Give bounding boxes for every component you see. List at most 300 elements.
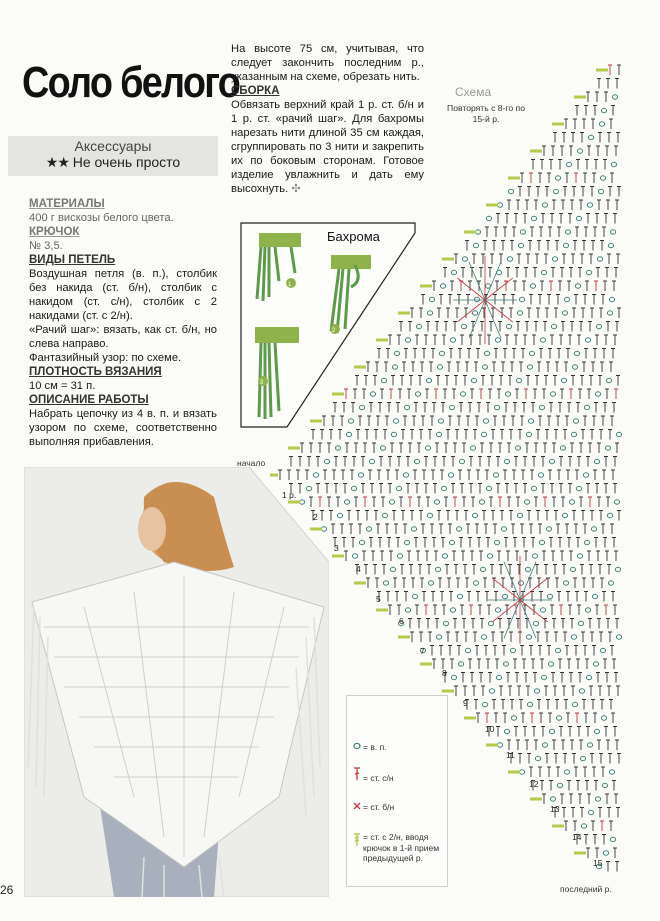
- dc-stitch: [516, 740, 520, 750]
- dc-stitch: [591, 700, 595, 710]
- dc-stitch: [615, 619, 619, 629]
- dc-stitch: [470, 673, 474, 683]
- dc-stitch: [344, 389, 348, 399]
- dc-stitch: [340, 524, 344, 534]
- dc-stitch: [499, 376, 503, 386]
- dc-stitch: [537, 700, 541, 710]
- chain-stitch: [313, 473, 318, 477]
- chain-stitch: [504, 459, 509, 463]
- dc-stitch: [528, 241, 532, 251]
- legend-dc: = ст. с/н: [363, 773, 394, 783]
- chain-stitch: [577, 554, 582, 558]
- dc-stitch: [554, 632, 558, 642]
- dc-stitch: [560, 794, 564, 804]
- chain-icon: [351, 740, 363, 752]
- dc-stitch: [584, 835, 588, 845]
- chain-stitch: [583, 473, 588, 477]
- dc-stitch: [487, 335, 491, 345]
- dc-stitch: [435, 443, 439, 453]
- chain-stitch: [426, 378, 431, 382]
- chain-stitch: [540, 608, 545, 612]
- chain-stitch: [461, 324, 466, 328]
- dc-stitch: [554, 430, 558, 440]
- assembly-heading: СБОРКА: [231, 85, 280, 97]
- dc-stitch: [580, 376, 584, 386]
- dc-stitch: [433, 457, 437, 467]
- dc-stitch: [582, 578, 586, 588]
- dc-stitch: [561, 619, 565, 629]
- dc-stitch: [503, 227, 507, 237]
- svg-text:1: 1: [288, 282, 292, 288]
- dc-stitch: [437, 308, 441, 318]
- dc-stitch: [378, 538, 382, 548]
- dc-stitch: [598, 808, 602, 818]
- dc-stitch: [595, 335, 599, 345]
- dc-stitch: [586, 214, 590, 224]
- dc-stitch: [406, 457, 410, 467]
- motif-ray: [520, 578, 548, 600]
- dc-stitch: [358, 416, 362, 426]
- dc-stitch: [426, 497, 430, 507]
- dc-stitch: [398, 389, 402, 399]
- dc-stitch: [397, 335, 401, 345]
- dc-stitch: [514, 214, 518, 224]
- chain-stitch: [448, 473, 453, 477]
- dc-stitch: [601, 767, 605, 777]
- dc-stitch: [520, 173, 524, 183]
- dc-stitch: [613, 484, 617, 494]
- dc-stitch: [333, 403, 337, 413]
- dc-stitch: [535, 565, 539, 575]
- chain-stitch: [484, 351, 489, 355]
- dc-stitch: [524, 268, 528, 278]
- dc-stitch: [602, 835, 606, 845]
- dc-stitch: [349, 524, 353, 534]
- dc-stitch: [558, 281, 562, 291]
- dc-stitch: [454, 686, 458, 696]
- dc-stitch: [520, 524, 524, 534]
- chain-stitch: [352, 554, 357, 558]
- chain-stitch: [526, 635, 531, 639]
- chain-stitch: [541, 675, 546, 679]
- dc-stitch: [463, 565, 467, 575]
- dc-stitch: [612, 281, 616, 291]
- dc-stitch: [534, 443, 538, 453]
- dc-stitch: [472, 565, 476, 575]
- dc-stitch: [589, 565, 593, 575]
- dc-stitch: [544, 686, 548, 696]
- dc-stitch: [445, 565, 449, 575]
- chain-stitch: [539, 405, 544, 409]
- dc-stitch: [444, 497, 448, 507]
- dc-stitch: [549, 281, 553, 291]
- dc-stitch: [358, 524, 362, 534]
- dc-stitch: [559, 214, 563, 224]
- dc-stitch: [610, 173, 614, 183]
- chain-stitch: [414, 459, 419, 463]
- dc-stitch: [421, 524, 425, 534]
- hook-text: № 3,5.: [29, 240, 63, 252]
- chain-stitch: [471, 378, 476, 382]
- dc-stitch: [587, 551, 591, 561]
- dc-stitch: [430, 416, 434, 426]
- dc-stitch: [496, 457, 500, 467]
- chain-stitch: [482, 702, 487, 706]
- dc-stitch: [586, 92, 590, 102]
- dc-stitch: [375, 362, 379, 372]
- dc-stitch: [352, 457, 356, 467]
- dc-stitch: [560, 551, 564, 561]
- dc-stitch: [492, 362, 496, 372]
- chain-stitch: [584, 540, 589, 544]
- dc-stitch: [537, 362, 541, 372]
- dc-stitch: [617, 187, 621, 197]
- dc-stitch: [580, 808, 584, 818]
- chain-stitch: [586, 270, 591, 274]
- dc-stitch: [527, 187, 531, 197]
- chain-stitch: [601, 716, 606, 720]
- dc-stitch: [433, 605, 437, 615]
- dc-stitch: [602, 349, 606, 359]
- dc-stitch: [418, 376, 422, 386]
- chain-stitch: [412, 594, 417, 598]
- dc-stitch: [334, 484, 338, 494]
- difficulty-stars: ★★: [45, 154, 69, 170]
- dc-stitch: [577, 457, 581, 467]
- dc-stitch: [482, 511, 486, 521]
- dc-stitch: [483, 241, 487, 251]
- dc-stitch: [586, 457, 590, 467]
- chain-stitch: [564, 770, 569, 774]
- dc-stitch: [589, 686, 593, 696]
- chain-stitch: [473, 243, 478, 247]
- dc-stitch: [478, 605, 482, 615]
- dc-stitch: [588, 497, 592, 507]
- dc-stitch: [606, 497, 610, 507]
- dc-stitch: [614, 673, 618, 683]
- dc-stitch: [538, 524, 542, 534]
- dc-stitch: [514, 727, 518, 737]
- dc-stitch: [377, 349, 381, 359]
- dc-stitch: [608, 632, 612, 642]
- dc-stitch: [559, 727, 563, 737]
- chain-stitch: [392, 365, 397, 369]
- dc-stitch: [541, 214, 545, 224]
- dc-stitch: [605, 389, 609, 399]
- dc-stitch: [466, 524, 470, 534]
- dc-stitch: [448, 524, 452, 534]
- dc-stitch: [594, 281, 598, 291]
- dc-stitch: [529, 173, 533, 183]
- dc-stitch: [613, 605, 617, 615]
- dc-stitch: [506, 551, 510, 561]
- dc-stitch: [397, 457, 401, 467]
- dc-stitch: [541, 484, 545, 494]
- dc-stitch: [568, 335, 572, 345]
- dc-stitch: [548, 713, 552, 723]
- chain-stitch: [396, 486, 401, 490]
- dc-stitch: [480, 443, 484, 453]
- dc-stitch: [584, 106, 588, 116]
- dc-stitch: [356, 430, 360, 440]
- dc-stitch: [526, 254, 530, 264]
- dc-stitch: [592, 295, 596, 305]
- chain-stitch: [581, 824, 586, 828]
- dc-stitch: [564, 821, 568, 831]
- dc-stitch: [298, 484, 302, 494]
- dc-stitch: [410, 430, 414, 440]
- dc-stitch: [507, 497, 511, 507]
- row-number: 14: [572, 832, 582, 842]
- dc-stitch: [592, 416, 596, 426]
- dc-stitch: [338, 430, 342, 440]
- dc-stitch: [557, 227, 561, 237]
- dc-stitch: [605, 146, 609, 156]
- dc-stitch: [580, 254, 584, 264]
- dc-stitch: [496, 484, 500, 494]
- dc-stitch: [424, 605, 428, 615]
- dc-stitch: [505, 484, 509, 494]
- dc-stitch: [451, 457, 455, 467]
- dc-stitch: [574, 524, 578, 534]
- dc-stitch: [476, 349, 480, 359]
- chain-stitch: [580, 756, 585, 760]
- dc-stitch: [459, 538, 463, 548]
- dc-stitch: [480, 619, 484, 629]
- chain-stitch: [550, 392, 555, 396]
- chain-stitch: [519, 297, 524, 301]
- dc-stitch: [612, 781, 616, 791]
- dc-stitch: [580, 133, 584, 143]
- dc-stitch: [598, 686, 602, 696]
- dc-stitch: [556, 416, 560, 426]
- dc-stitch: [593, 349, 597, 359]
- dc-stitch: [497, 389, 501, 399]
- dc-stitch: [327, 443, 331, 453]
- dc-stitch: [385, 524, 389, 534]
- dc-stitch: [554, 511, 558, 521]
- dc-stitch: [569, 268, 573, 278]
- dc-stitch: [547, 173, 551, 183]
- dc-stitch: [500, 430, 504, 440]
- dc-stitch: [498, 497, 502, 507]
- dc-stitch: [380, 389, 384, 399]
- dc-stitch: [570, 443, 574, 453]
- motif-ray: [469, 300, 485, 338]
- chain-stitch: [505, 392, 510, 396]
- chain-stitch: [495, 338, 500, 342]
- dc-stitch: [548, 470, 552, 480]
- dc-stitch: [436, 376, 440, 386]
- dc-stitch: [442, 457, 446, 467]
- row-number: 3: [334, 543, 339, 553]
- dc-stitch: [578, 673, 582, 683]
- dc-stitch: [453, 443, 457, 453]
- dc-stitch: [381, 497, 385, 507]
- dc-stitch: [580, 565, 584, 575]
- dc-stitch: [582, 241, 586, 251]
- dc-stitch: [614, 794, 618, 804]
- dc-stitch: [570, 619, 574, 629]
- chain-stitch: [564, 297, 569, 301]
- dc-stitch: [613, 457, 617, 467]
- dc-stitch: [548, 349, 552, 359]
- chain-stitch: [576, 486, 581, 490]
- dc-stitch: [549, 538, 553, 548]
- dc-stitch: [432, 403, 436, 413]
- dc-stitch: [567, 281, 571, 291]
- dc-stitch: [574, 767, 578, 777]
- dc-stitch: [581, 187, 585, 197]
- dc-stitch: [545, 430, 549, 440]
- dc-stitch: [442, 605, 446, 615]
- dc-stitch: [392, 511, 396, 521]
- dc-stitch: [371, 551, 375, 561]
- dc-stitch: [476, 592, 480, 602]
- dc-stitch: [506, 673, 510, 683]
- dc-stitch: [581, 430, 585, 440]
- dc-stitch: [479, 551, 483, 561]
- dc-stitch: [329, 511, 333, 521]
- dc-stitch: [558, 538, 562, 548]
- dc-stitch: [590, 430, 594, 440]
- dc-stitch: [573, 578, 577, 588]
- dc-stitch: [562, 133, 566, 143]
- dc-stitch: [444, 322, 448, 332]
- chain-stitch: [299, 500, 304, 504]
- dc-stitch: [578, 268, 582, 278]
- dc-stitch: [599, 754, 603, 764]
- dc-stitch: [485, 713, 489, 723]
- dc-stitch: [599, 430, 603, 440]
- dc-stitch: [616, 133, 620, 143]
- hook-heading: КРЮЧОК: [29, 226, 80, 238]
- dc-stitch: [417, 497, 421, 507]
- dc-stitch: [425, 551, 429, 561]
- chain-stitch: [553, 189, 558, 193]
- dc-stitch: [410, 511, 414, 521]
- chain-stitch: [608, 243, 613, 247]
- dc-stitch: [527, 308, 531, 318]
- dc-stitch: [569, 794, 573, 804]
- dc-stitch: [489, 443, 493, 453]
- dc-stitch: [499, 565, 503, 575]
- description-heading: ОПИСАНИЕ РАБОТЫ: [29, 394, 149, 406]
- dc-stitch: [287, 470, 291, 480]
- dc-stitch: [607, 686, 611, 696]
- dc-stitch: [300, 443, 304, 453]
- chain-stitch: [438, 419, 443, 423]
- dc-stitch: [529, 646, 533, 656]
- dc-stitch: [495, 659, 499, 669]
- dc-stitch: [551, 551, 555, 561]
- dc-stitch: [607, 254, 611, 264]
- dc-stitch: [367, 416, 371, 426]
- dc-stitch: [518, 754, 522, 764]
- dc-stitch: [586, 484, 590, 494]
- dc-stitch: [565, 416, 569, 426]
- dc-stitch: [471, 497, 475, 507]
- dc-stitch: [469, 605, 473, 615]
- dc-stitch: [490, 565, 494, 575]
- dc-stitch: [425, 389, 429, 399]
- chain-stitch: [486, 216, 491, 220]
- dc-stitch: [388, 605, 392, 615]
- dc-stitch: [562, 808, 566, 818]
- dc-stitch: [540, 281, 544, 291]
- dc-stitch: [413, 470, 417, 480]
- dc-stitch: [554, 754, 558, 764]
- dc-stitch: [513, 538, 517, 548]
- chain-stitch: [593, 662, 598, 666]
- dc-stitch: [518, 187, 522, 197]
- dc-stitch: [386, 592, 390, 602]
- dc-stitch: [477, 538, 481, 548]
- dc-stitch: [604, 335, 608, 345]
- dc-stitch: [431, 470, 435, 480]
- chain-stitch: [501, 527, 506, 531]
- dc-stitch: [615, 79, 619, 89]
- legend-chain: = в. п.: [363, 742, 387, 752]
- chain-stitch: [441, 486, 446, 490]
- dc-stitch: [560, 146, 564, 156]
- dc-stitch: [447, 578, 451, 588]
- instructions-left-column: [29, 197, 217, 449]
- dc-stitch: [614, 146, 618, 156]
- dc-stitch: [599, 511, 603, 521]
- dc-stitch: [575, 106, 579, 116]
- dc-stitch: [611, 349, 615, 359]
- dc-stitch: [363, 443, 367, 453]
- dc-stitch: [546, 578, 550, 588]
- dc-stitch: [443, 389, 447, 399]
- dc-stitch: [542, 146, 546, 156]
- chain-stitch: [404, 540, 409, 544]
- dc-stitch: [477, 659, 481, 669]
- chain-stitch: [321, 527, 326, 531]
- dc-stitch: [391, 376, 395, 386]
- dc-stitch: [340, 416, 344, 426]
- dc-stitch: [494, 349, 498, 359]
- dc-stitch: [490, 254, 494, 264]
- single-crochet-icon: [351, 800, 363, 812]
- dc-stitch: [593, 835, 597, 845]
- chain-stitch: [547, 594, 552, 598]
- dc-stitch: [383, 430, 387, 440]
- dc-stitch: [450, 659, 454, 669]
- dc-stitch: [479, 268, 483, 278]
- chain-stitch: [380, 446, 385, 450]
- dc-stitch: [566, 470, 570, 480]
- dc-stitch: [423, 538, 427, 548]
- dc-stitch: [444, 443, 448, 453]
- row-number: 15: [593, 858, 603, 868]
- dc-stitch: [605, 794, 609, 804]
- row-number: 6: [399, 616, 404, 626]
- dc-stitch: [443, 268, 447, 278]
- dc-stitch: [612, 403, 616, 413]
- dc-stitch: [557, 592, 561, 602]
- chain-stitch: [542, 203, 547, 207]
- loops-text: Воздушная петля (в. п.), столбик без накида (ст. б/н), столбик с накидом (ст. с/н), столбик с 2 накидами (ст. с 2/н).: [29, 268, 217, 322]
- dc-stitch: [452, 551, 456, 561]
- dc-stitch: [555, 578, 559, 588]
- dc-stitch: [587, 146, 591, 156]
- dc-stitch: [591, 119, 595, 129]
- chain-stitch: [597, 257, 602, 261]
- chain-stitch: [515, 446, 520, 450]
- dc-stitch: [584, 227, 588, 237]
